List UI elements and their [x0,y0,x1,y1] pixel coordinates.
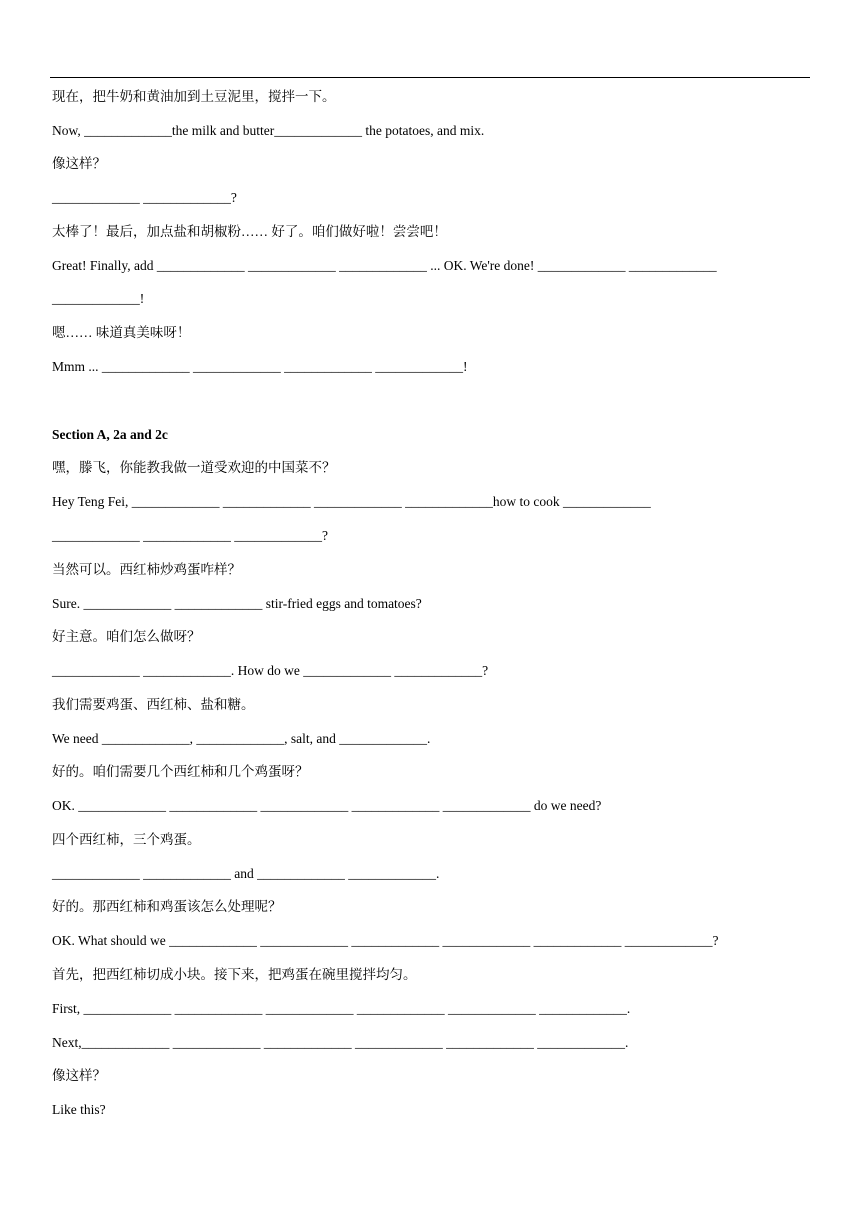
zh-line-stir-fried: 当然可以。西红柿炒鸡蛋咋样？ [52,562,241,577]
en-line-like-this-2: Like this? [52,1102,106,1117]
en-line-teach-dish-cont: _____________ _____________ _____________? [52,528,328,543]
en-line-mmm: Mmm ... _____________ _____________ _____________ _____________! [52,359,468,374]
en-line-what-to-do: OK. What should we _____________ _____________ _____________ _____________ _____________ _____________? [52,933,719,948]
en-line-four-three: _____________ _____________ and _____________ _____________. [52,866,440,881]
en-line-add-milk-butter: Now, _____________the milk and butter_____________ the potatoes, and mix. [52,123,485,138]
en-line-finally-add: Great! Finally, add _____________ _____________ _____________ ... OK. We're done! _____________ _____________ [52,258,717,273]
zh-line-teach-dish: 嘿，滕飞，你能教我做一道受欢迎的中国菜不？ [52,460,336,475]
zh-line-first-next: 首先，把西红柿切成小块。接下来，把鸡蛋在碗里搅拌均匀。 [52,967,417,982]
en-line-how-to-make: _____________ _____________. How do we _____________ _____________? [52,663,489,678]
en-line-next: Next,_____________ _____________ _____________ _____________ _____________ _____________. [52,1035,629,1050]
en-line-teach-dish: Hey Teng Fei, _____________ _____________ _____________ _____________how to cook _____________ [52,494,651,509]
en-line-like-this: _____________ _____________? [52,190,237,205]
en-line-first: First, _____________ _____________ _____________ _____________ _____________ _____________. [52,1001,631,1016]
zh-line-how-to-make: 好主意。咱们怎么做呀？ [52,629,201,644]
en-line-finally-add-cont: _____________! [52,291,145,306]
en-line-how-many: OK. _____________ _____________ _____________ _____________ _____________ do we need? [52,798,602,813]
en-line-ingredients: We need _____________, _____________, salt, and _____________. [52,731,431,746]
en-line-stir-fried: Sure. _____________ _____________ stir-fried eggs and tomatoes? [52,596,422,611]
section-heading: Section A, 2a and 2c [52,427,168,442]
zh-line-finally-salt-pepper: 太棒了！最后，加点盐和胡椒粉…… 好了。咱们做好啦！尝尝吧！ [52,224,447,239]
zh-line-four-three: 四个西红柿，三个鸡蛋。 [52,832,201,847]
top-divider [50,77,810,78]
zh-line-ingredients: 我们需要鸡蛋、西红柿、盐和糖。 [52,697,255,712]
zh-line-like-this: 像这样？ [52,156,106,171]
zh-line-add-milk-butter: 现在，把牛奶和黄油加到土豆泥里，搅拌一下。 [52,89,336,104]
zh-line-how-many: 好的。咱们需要几个西红柿和几个鸡蛋呀？ [52,764,309,779]
zh-line-what-to-do: 好的。那西红柿和鸡蛋该怎么处理呢？ [52,899,282,914]
zh-line-like-this-2: 像这样？ [52,1068,106,1083]
zh-line-delicious: 嗯…… 味道真美味呀！ [52,325,191,340]
